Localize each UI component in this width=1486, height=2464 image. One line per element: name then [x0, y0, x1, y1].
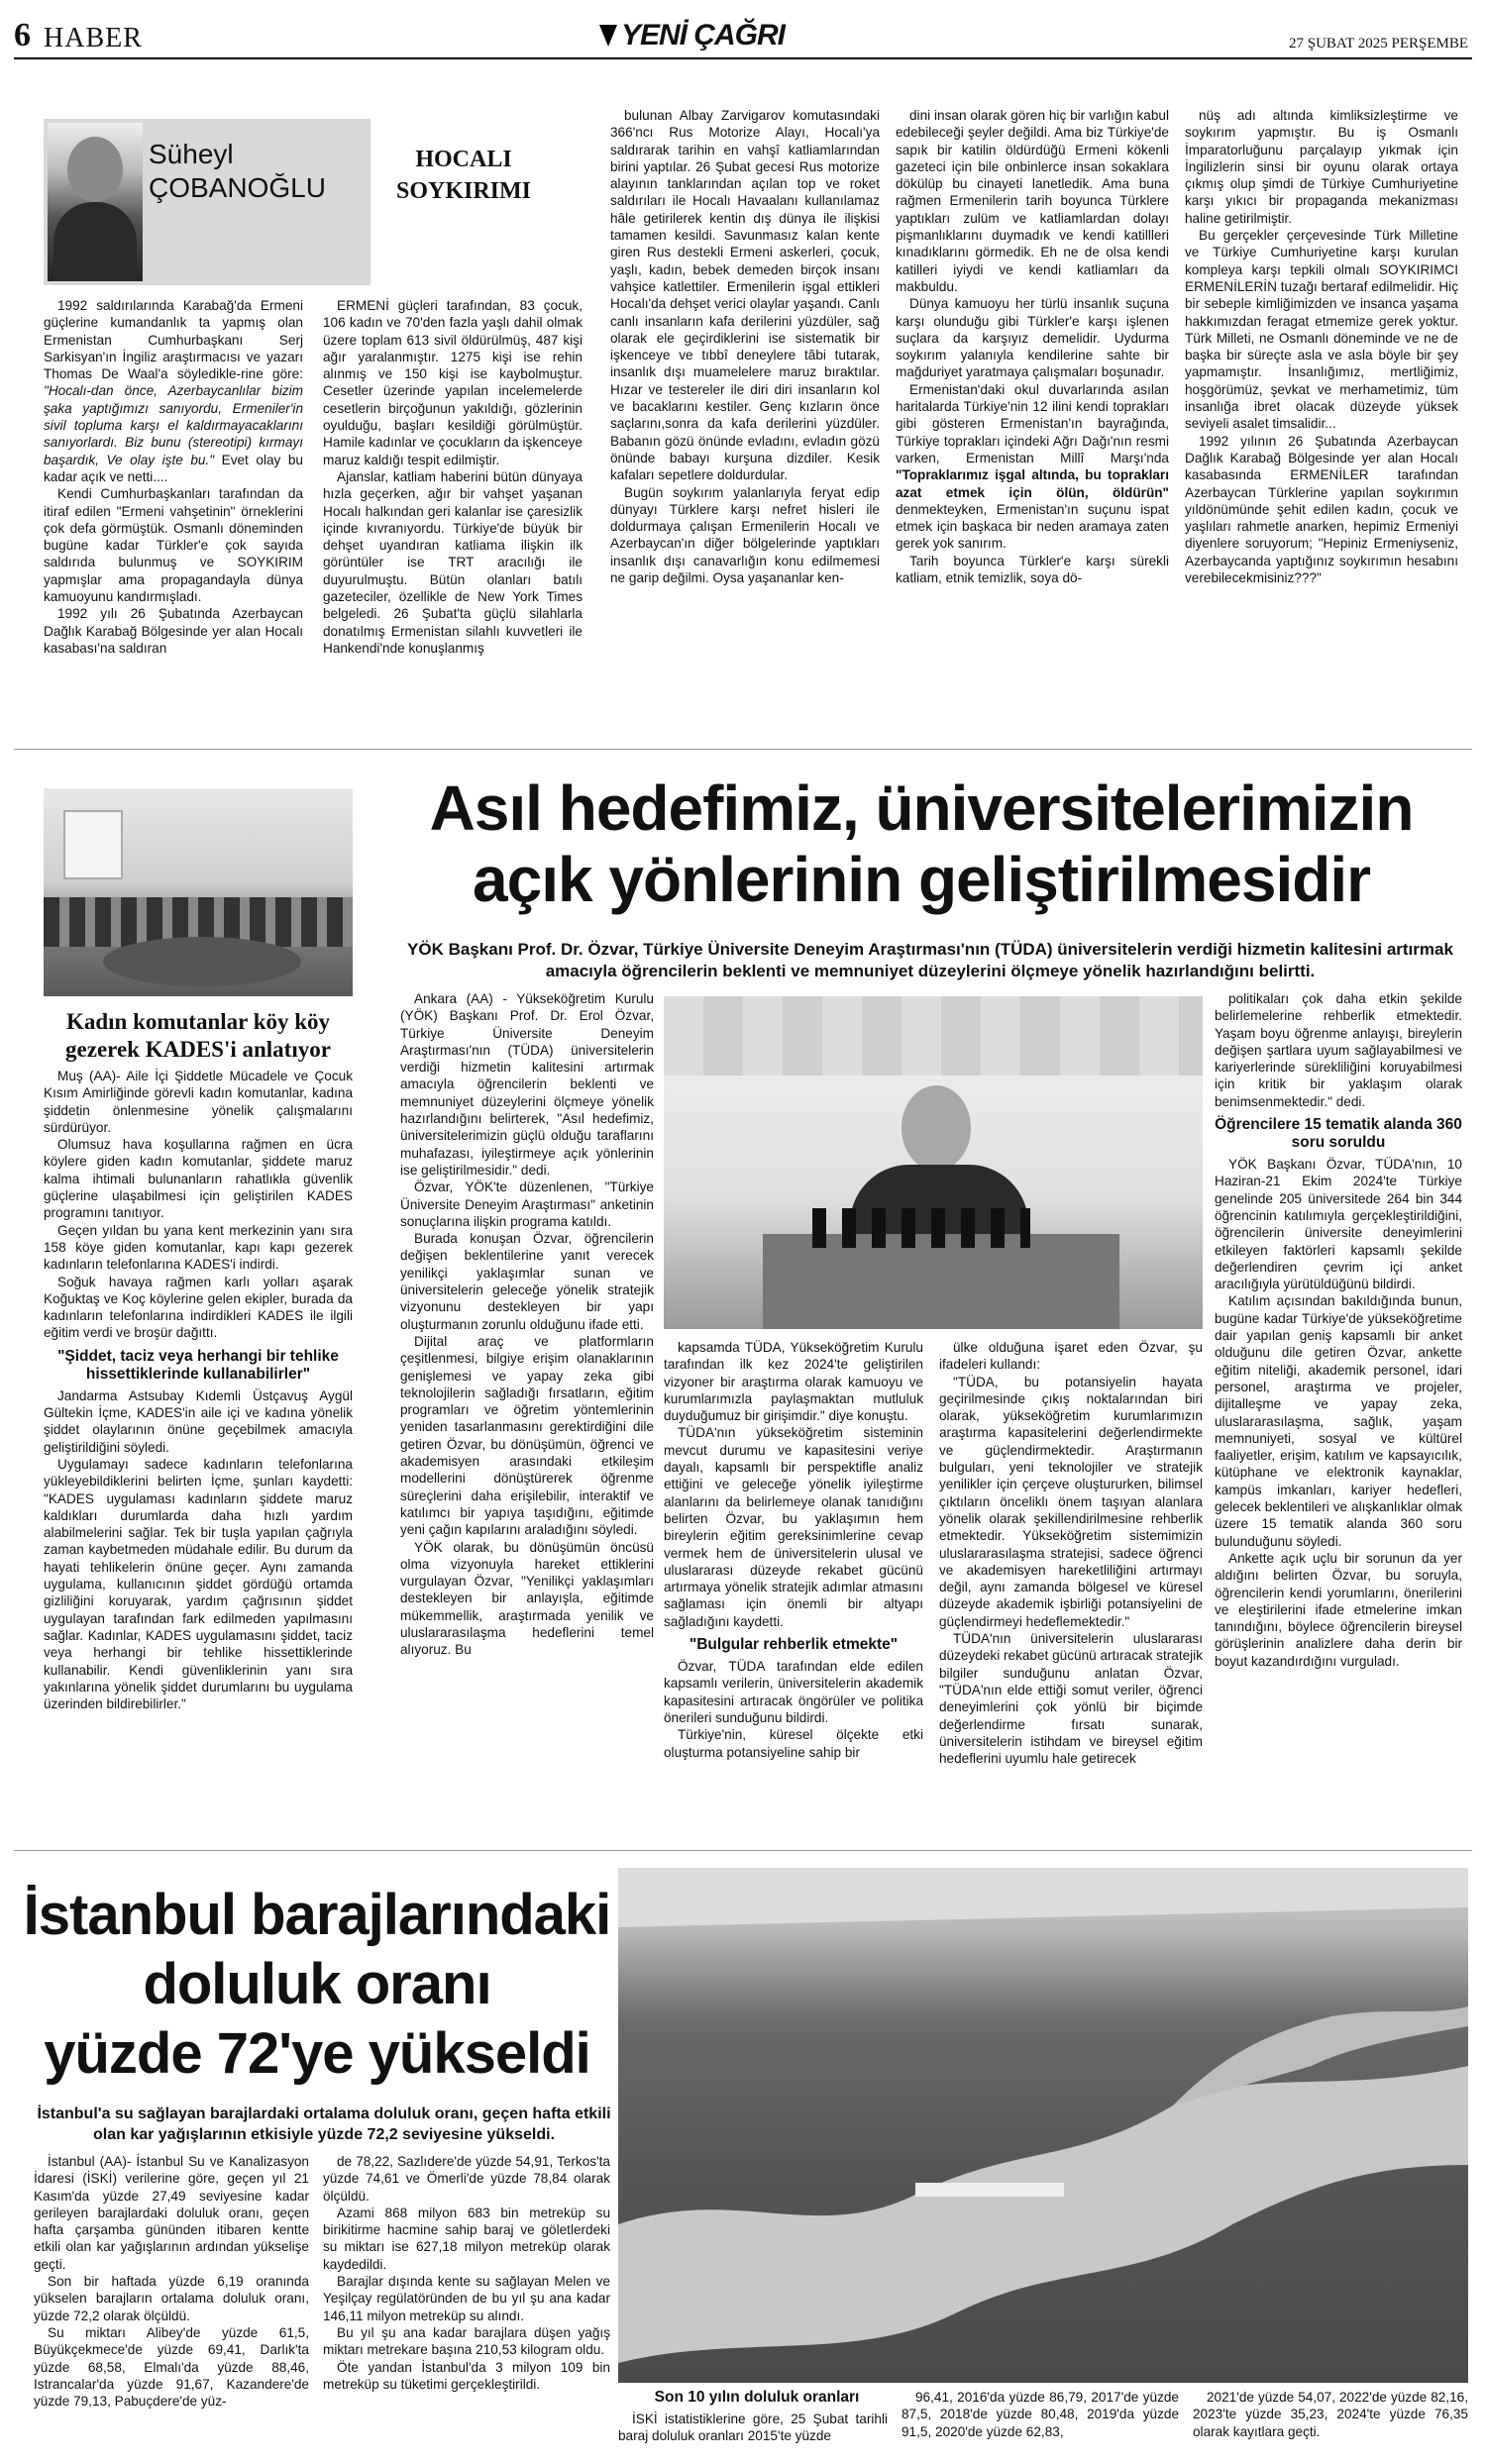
baraj-subheading: Son 10 yılın doluluk oranları: [654, 2389, 860, 2406]
baraj-text-2: de 78,22, Sazlıdere'de yüzde 54,91, Terkos'ta yüzde 74,61 ve Ömerli'de yüzde 78,84 olarak ölçüldü. Azami 868 milyon 683 bin metreküp su birikitirme hacmine sahip baraj ve göletlerdeki su miktarı ise 627,18 milyon metreküp olarak kaydedildi. Barajlar dışında kente su sağlayan Melen ve Yeşilçay regülatöründen de bu yıl şu ana kadar 146,11 milyon metreküp su alındı. Bu yıl şu ana kadar barajlara düşen yağış miktarı metrekare başına 210,53 kilogram oldu. Öte yandan İstanbul'da 3 milyon 109 bin metreküp su tüketimi gerçekleştirildi.: [323, 2154, 610, 2392]
yok-text-1: Ankara (AA) - Yükseköğretim Kurulu (YÖK) Başkanı Prof. Dr. Erol Özvar, Türkiye Üniversite Deneyim Araştırması'nın (TÜDA) üniversitelerin verdiği hizmetin kalitesini artırmak amacıyla öğrencilerin beklenti ve memnuniyet düzeylerini ölçmeye yönelik hazırlandığını belirterek, "Asıl hedefimiz, üniversitelerimizin güçlü olduğu taraflarını muhafazası, iyileştirmeye açık yönlerinin ise geliştirilmesidir." dedi. Özvar, YÖK'te düzenlenen, "Türkiye Üniversite Deneyim Araştırması" anketinin sonuçlarına ilişkin programa katıldı. Burada konuşan Özvar, öğrencilerin değişen beklentilerine yanıt verecek yenilikçi yaklaşımlar sunan ve üniversitelerin geleceğe yönelik stratejik vizyonunu destekleyen bir yapı oluşturmanın zorunlu olduğunu ifade etti. Dijital araç ve platformların çeşitlenmesi, bilgiye erişim olanaklarının genişlemesi ve yapay zeka gibi teknolojilerin sağladığı fırsatların, eğitim programları ve öğretim yöntemlerinin yeniden tasarlanmasını gerektirdiğini dile getiren Özvar, bu dönüşümün, öğrenci ve akademisyen arasındaki etkileşim modellerini dönüştürerek öğrenme süreçlerini daha erişilebilir, interaktif ve katılımcı bir yapıya taşıdığını, eğitimde yeni çağın kapılarını araladığını söyledi. YÖK olarak, bu dönüşümün öncüsü olma vizyonuyla hareket ettiklerini vurgulayan Özvar, "Yenilikçi yaklaşımları destekleyen bir anlayışla, eğitimde mükemmellik, araştırmada yenilik ve uluslararasılaşma hedeflerini temel alıyoruz. Bu: [400, 991, 654, 1658]
author-first-name: Süheyl: [149, 139, 234, 169]
yok-text-2: kapsamda TÜDA, Yükseköğretim Kurulu tarafından ilk kez 2024'te geliştirilen vizyoner bir araştırma olarak kamuoyu ve kurumlarımızla paylaşmaktan mutluluk duyduğumuz bir girişimdir." diye konuştu. TÜDA'nın yükseköğretim sisteminin mevcut durumu ve kapasitesini veriye dayalı, kapsamlı bir perspektifle analiz ettiğini ve geleceğe yönelik iyileştirme alanlarını da belirlemeye olanak tanıdığını belirten Özvar, bu yaklaşımın hem bireylerin eğitim gereksinimlerine cevap vermek hem de üniversitelerin ulusal ve uluslararası düzeyde rekabet gücünü artırmaya yönelik stratejik adımlar atmasını sağlaması için önemli bir altyapı sağladığını kaydetti. "Bulgular rehberlik etmekte" Özvar, TÜDA tarafından elde edilen kapsamlı verilerin, üniversitelerin akademik kapasitesini artıracak öngörüler ve politika önerileri sunduğunu bildirdi. Türkiye'nin, küresel ölçekte etki oluşturma potansiyeline sahip bir: [664, 1340, 923, 1760]
reservoir-water: [618, 2066, 1468, 2363]
kades-subheading: "Şiddet, taciz veya herhangi bir tehlike hissettiklerinde kullanabilirler": [57, 1347, 339, 1383]
yok-text-3: ülke olduğuna işaret eden Özvar, şu ifadeleri kullandı: "TÜDA, bu potansiyelin hayata geçirilmesinde çıkış noktalarından biri olarak, yükseköğretim kurumlarımızın araştırma kapasitelerini değerlendirmekte ve güçlendirmektedir. Araştırmanın bulguları, yeni teknolojiler ve stratejik yenilikler için çerçeve oluştururken, bilimsel çıktıların önceliklı önem taşıyan alanlara yönelik olarak şekillendirilmesine rehberlik etmektedir. Yükseköğretim sistemimizin uluslararasılaşma stratejisi, sadece öğrenci ve akademisyen hareketliliğini artırmayı değil, aynı zamanda bölgesel ve küresel düzeyde akademik işbirliği potansiyelini de güçlendirmeyi hedeflemektedir." TÜDA'nın üniversitelerin uluslararası düzeydeki rekabet gücünü artıracak stratejik bilgiler sunduğunu anlatan Özvar, "TÜDA'nın elde ettiği somut veriler, öğrenci deneyimlerini çok yönlü bir biçimde değerlendirme fırsatı sunarak, üniversitelerin istihdam ve bireysel eğitim hedeflerini uyumlu hale getirecek: [939, 1340, 1203, 1767]
author-silhouette-icon: [67, 137, 123, 202]
baraj-headline-2: doluluk oranı: [143, 1952, 491, 2016]
column-title-2: SOYKIRIMI: [395, 178, 532, 204]
logo-text: YENİ ÇAĞRI: [621, 19, 786, 51]
column-title-1: HOCALI: [415, 147, 512, 172]
column-text-4: dini insan olarak gören hiç bir varlığın kabul edebileceği şeyler değildi. Ama biz Türkiye'de sapık bir katilin öldürdüğü Ermeni kökenli gazeteci için bile onbinlerce insan sokaklara dökülüp bu cinayeti lanetledik. Ama buna rağmen Ermenilerin tarih boyunca Türklere yaptıkları zulüm ve katliamlardan dolayı pişmanlıklarını duymadık ve kendi katillleri kınadıklarını görmedik. Eh ne de olsa kendi katilleri iyiydi ve kendi katliamları da makbuldu. Dünya kamuoyu her türlü insanlık suçuna karşı olunduğu gibi Türkler'e karşı işlenen suçlara da karşıyız demelidir. Uydurma soykırım yalanıyla kendilerine sahte bir mağduriyet yaratmaya çalışmaları boşunadır. Ermenistan'daki okul duvarlarında asılan haritalarda Türkiye'nin 12 ilini kendi toprakları gibi gösteren Ermenistan'ın bayrağında, Türkiye toprakları içindeki Ağrı Dağı'nın resmi varken, Ermenistan Millî Marşı'nda "Topraklarımız işgal altında, bu toprakları azat etmek için ölün, öldürün" denmekteyken, Ermenistan'ın suçunu ispat etmek için başkaca bir neden aramaya zaten gerek yok sanırım. Tarih boyunca Türkler'e karşı sürekli katliam, etnik temizlik, soya dö-: [896, 108, 1169, 586]
column-text-5: nüş adı altında kimliksizleştirme ve soykırım yapmıştır. Bu iş Osmanlı İmparatorluğunu parçalayıp yıkmak için İngilizlerin sinsi bir oyunu olarak ortaya çıkmış olup şimdi de Türkiye Cumhuriyetine karşı yıkıcı bir propaganda mekanizması haline getirilmiştir. Bu gerçekler çerçevesinde Türk Milletine ve Türkiye Cumhuriyetine karşı kurulan kompleya karşı tepkili olmalı SOYKIRIMCI ERMENİLERİN tuzağı bertaraf edilmelidir. Hiç bir sebeple kimliğimizden ve insanca yaşama hakkımızdan feragat etmemize gerek yoktur. Türk Milleti, ne Osmanlı döneminde ve ne de başka bir süreçte asla ve asla böyle bir şey yapmamıştır. İnsanlığımız, mertliğimiz, hoşgörümüz, şevkat ve merhametimiz, tüm insanlığa ibret olacak düzeyde yüksek seviyeli asalet timsalidir... 1992 yılının 26 Şubatında Azerbaycan Dağlık Karabağ Bölgesinde yer alan Hocalı kasabasında ERMENİLER tarafından Azerbaycan Türklerine yapılan soykırımın yıldönümünde şehit edilen kadın, çocuk ve yaşlıları rahmetle anarken, hepimiz Ermeniyi diyenlere soruyorum; "Hepiniz Ermeniyseniz, Azerbaycanda yaptığınız soykırımın hesabını verebilecekmisiniz???": [1185, 108, 1458, 586]
page-number: 6: [14, 17, 31, 53]
baraj-box-text-3: 2021'de yüzde 54,07, 2022'de yüzde 82,16, 2023'te yüzde 35,23, 2024'te yüzde 76,35 olarak kayıtlara geçti.: [1193, 2390, 1468, 2439]
baraj-text-1: İstanbul (AA)- İstanbul Su ve Kanalizasyon İdaresi (İSKİ) verilerine göre, geçen yıl 21 Kasım'da yüzde 27,49 seviyesine kadar gerileyen barajlardaki doluluk oranı, geçen hafta çarşamba gününden itibaren kentte etkili olan kar yağışlarının ardından yükselişe geçti. Son bir haftada yüzde 6,19 oranında yükselen barajların ortalama doluluk oranı, yüzde 72,2 olarak ölçüldü. Su miktarı Alibey'de yüzde 61,5, Büyükçekmece'de yüzde 69,41, Darlık'ta yüzde 68,58, Elmalı'da yüzde 88,46, Istrancalar'da yüzde 91,67, Kazandere'de yüzde 79,13, Pabuçdere'de yüz-: [34, 2154, 309, 2410]
yok-text-4: politikaları çok daha etkin şekilde belirlemelerine rehberlik etmektedir. Yaşam boyu öğrenme anlayışı, bireylerin değişen şartlara uyum sağlayabilmesi ve kariyerlerinde sürekliliğini koruyabilmesi için kritik bir yaklaşım olarak benimsenmektedir." dedi. Öğrencilere 15 tematik alanda 360 soru soruldu YÖK Başkanı Özvar, TÜDA'nın, 10 Haziran-21 Ekim 2024'te Türkiye genelinde 205 üniversitede 264 bin 344 öğrencinin katılımıyla gerçekleştirildiğini, öğrencilerin üniversite deneyimlerini etkileyen faktörleri kapsamlı şekilde değerlendiren çevrim içi anket aracılığıyla yürütüldüğünü bildirdi. Katılım açısından bakıldığında bunun, bugüne kadar Türkiye'de yükseköğretime dair yapılan geniş kapsamlı bir anket olduğunu dile getiren Özvar, ankette eğitim niteliği, akademik personel, idari personel, araştırma ve projeler, dijitalleşme ve yapay zeka, uluslararasılaşma, sağlık, yaşam memnuniyeti, sosyal ve kültürel faaliyetler, erişim, katılım ve kapsayıcılık, kütüphane ve elektronik kaynaklar, kampüs imkanları, kariyer hedefleri, gelecek beklentileri ve alışkanlıklar olmak üzere 15 tematik alanda 360 soru bulunduğunu söyledi. Ankette açık uçlu bir sorunun da yer aldığını belirten Özvar, bu soruyla, öğrencilerin kendi yorumlarını, önerilerini ve eleştirilerini ifade etmelerine imkan tanındığını, böylece öğrencilerin bireysel görüşlerinin analizlere daha derin bir boyut kazandırdığını vurguladı.: [1215, 991, 1462, 1669]
dam-photo: [618, 1868, 1468, 2383]
yok-spot: YÖK Başkanı Prof. Dr. Özvar, Türkiye Üniversite Deneyim Araştırması'nın (TÜDA) üniversitelerin verdiği hizmetin kalitesini artırmak amacıyla öğrencilerin beklenti ve memnuniyet düzeylerini ölçmeye yönelik hazırlandığını belirtti.: [407, 940, 1453, 980]
yok-headline-1: Asıl hedefimiz, üniversitelerimizin: [429, 772, 1414, 844]
issue-date: 27 ŞUBAT 2025 PERŞEMBE: [1288, 36, 1468, 51]
baraj-spot: İstanbul'a su sağlayan barajlardaki ortalama doluluk oranı, geçen hafta etkili olan kar yağışlarının etkisiyle yüzde 72,2 seviyesine yükseldi.: [37, 2105, 611, 2143]
window-shape: [63, 810, 123, 879]
baraj-box-text-1: İSKİ istatistiklerine göre, 25 Şubat tarihli baraj doluluk oranları 2015'te yüzde: [618, 2412, 888, 2444]
column-text-3: bulunan Albay Zarvigarov komutasındaki 366'ncı Rus Motorize Alayı, Hocalı'ya saldırarak tarihin en vahşî katliamlarından birini yaptılar. 26 Şubat gecesi Rus motorize alayının tanklarından açılan top ve roket saldırıları ile Hocalı Havaalanı kullanılamaz hâle getirilerek kentin dış dünya ile ilişkisi tamamen kesildi. Savunmasız kalan kente giren Rus destekli Ermeni askerleri, çocuk, yaşlı, kadın, bebek demeden birçok insanı vahşice katlettiler. Ermenilerin işgal ettikleri Hocalı'da dehşet verici olaylar yaşandı. Canlı canlı insanların kafa derilerini yüzdüler, sağ olarak ele geçirdiklerini ise sistematik bir işkenceye ve tıbbî deneylere tâbi tutarak, insanlık dışı muamelelere maruz bıraktılar. Hızar ve testereler ile diri diri insanların kol ve bacaklarını kestiler. Genç kızların önce saçlarını,sonra da kafa derilerini yüzdüler. Babanın gözü önünde evladını, evladın gözü önünde babayı kurşuna dizdiler. Kesik kafaları sepetlere doldurdular. Bugün soykırım yalanlarıyla feryat edip dünyayı Türklere karşı nefret hisleri ile doldurmaya çalışan Ermenilerin Hocalı ve Azerbaycan'ın diğer bölgelerinde yaptıkları insanlık dışı canavarlığın konu edilmemesi ne garip değilmi. Oysa yaşananlar ken-: [610, 108, 880, 586]
kades-photo: [44, 788, 353, 996]
podium: [763, 1234, 1119, 1329]
column-text-2: ERMENİ güçleri tarafından, 83 çocuk, 106 kadın ve 70'den fazla yaşlı dahil olmak üzere toplam 613 sivil öldürülmüş, 487 kişi ağır yaralanmıştır. 1275 kişi ise rehin alınmış ve 150 kişi ise kaybolmuştur. Cesetler üzerinde yapılan incelemelerde cesetlerin birçoğunun yakıldığı, gözlerinin oyulduğu, başları kesildiği görülmüştür. Hamile kadınlar ve çocukların da işkenceye maruz kaldığı tespit edilmiştir. Ajanslar, katliam haberini bütün dünyaya hızla geçerken, ağır bir vahşet yaşanan Hocalı halkından geri kalanlar ise çaresizlik içinde kıvranıyordu. Türkiye'de büyük bir dehşet uyandıran katliama ilişkin ilk görüntüler ise TRT aracılığı ile duyurulmuştu. Bütün olanları batılı gazeteciler, özellikle de New York Times belgeledi. 26 Şubat'ta güçlü silahlarla donatılmış Ermenistan silahlı kuvvetleri ile Hankendi'nde konuşlanmış: [323, 298, 583, 656]
yok-headline-2: açık yönlerinin geliştirilmesidir: [473, 844, 1370, 915]
section-divider: [14, 749, 1472, 750]
author-photo: [48, 123, 143, 281]
baraj-box-text-2: 96,41, 2016'da yüzde 86,79, 2017'de yüzde 87,5, 2018'de yüzde 80,48, 2019'da yüzde 91,5, 2020'de yüzde 62,83,: [902, 2390, 1179, 2439]
baraj-headline-3: yüzde 72'ye yükseldi: [44, 2021, 590, 2086]
speaker-head: [902, 1085, 971, 1171]
logo-mark-icon: [599, 25, 617, 47]
yok-subheading-1: "Bulgular rehberlik etmekte": [689, 1636, 899, 1654]
dam-landscape: [618, 1868, 1468, 2383]
aqueduct: [915, 2183, 1064, 2197]
yok-subheading-2: Öğrencilere 15 tematik alanda 360 soru soruldu: [1215, 1116, 1462, 1152]
kades-title: Kadın komutanlar köy köy gezerek KADES'i anlatıyor: [65, 1009, 331, 1062]
header-rule: [14, 57, 1472, 59]
logo: [599, 20, 785, 51]
microphones: [812, 1208, 1030, 1248]
kades-body: Muş (AA)- Aile İçi Şiddetle Mücadele ve Çocuk Kısım Amirliğinde görevli kadın komutanlar, kadına şiddetin önlenmesine yönelik çalışmalarını sürdürüyor. Olumsuz hava koşullarına rağmen en ücra köylere giden kadın komutanlar, şiddete maruz kalma ihtimali bulunanların rahatlıkla güvenlik güçlerine ulaşabilmesi için geliştirilen KADES programını tanıtıyor. Geçen yıldan bu yana kent merkezinin yanı sıra 158 köye giden komutanlar, kapı kapı gezerek kadınların telefonlarına KADES'i indirdi. Soğuk havaya rağmen karlı yolları aşarak Koğuktaş ve Koç köylerine gelen ekipler, burada da kadınların telefonlarına indirdikleri KADES ile ilgili eğitim verdi ve broşür dağıttı. "Şiddet, taciz veya herhangi bir tehlike hissettiklerinde kullanabilirler" Jandarma Astsubay Kıdemli Üstçavuş Aygül Gültekin İçme, KADES'in aile içi ve kadına yönelik şiddet olaylarının önüne geçebilmek amacıyla geliştirildiğini söyledi. Uygulamayı sadece kadınların telefonlarına yükleyebildiklerini belirten İçme, şunları kaydetti: "KADES uygulaması kadınların şiddete maruz kaldıkları durumlarda daha hızlı yardım alabilmelerini sağlar. Tek bir tuşla yapılan çağrıyla zaman kaybetmeden müdahale edilir. Bu durum da hayati tehlikelerin önüne geçer. Aynı zamanda uygulama, kullanıcının şiddet gördüğü ortamda gizliliğini koruyarak, yardım çağrısının şiddet uygulayan tarafından fark edilmeden yapılmasını sağlar. Kadınlar, KADES uygulamasını şiddet, taciz veya herhangi bir tehlike hissettiklerinde kullanabilir. Kendi güvenliklerinin yanı sıra yakınlarına yönelik şiddet durumlarını bu uygulama üzerinden bildirebilirler.": [44, 1069, 353, 1712]
column-text-1: 1992 saldırılarında Karabağ'da Ermeni güçlerine kumandanlık ta yapmış olan Ermenistan Cumhurbaşkanı Serj Sarkisyan'ın İngiliz araştırmacısı ve yazarı Thomas De Waal'a söyledikle-rine göre: "Hocalı-dan önce, Azerbaycanlılar bizim şaka yaptığımızı sanıyordu, Ermeniler'in sivil topluma karşı el kaldırmayacaklarını sanıyorlardı. Biz bunu (stereotipi) kırmayı başardık, Ve olay işte bu." Evet olay bu kadar açık ve netti.... Kendi Cumhurbaşkanları tarafından da itiraf edilen "Ermeni vahşetinin" örneklerini çok defa görmüştük. Osmanlı döneminden bugüne kadar Türkler'e çok sayıda saldırıda bulunmuş ve SOYKIRIM yapmışlar ama propagandayla dünya kamuoyunu kandırmışladı. 1992 yılı 26 Şubatında Azerbaycan Dağlık Karabağ Bölgesinde yer alan Hocalı kasabası'na saldıran: [44, 298, 303, 656]
section-name: HABER: [44, 23, 143, 53]
section-divider-2: [14, 1850, 1472, 1851]
yok-photo: [664, 996, 1203, 1329]
author-last-name: ÇOBANOĞLU: [149, 172, 326, 203]
baraj-headline-1: İstanbul barajlarındaki: [23, 1883, 611, 1947]
